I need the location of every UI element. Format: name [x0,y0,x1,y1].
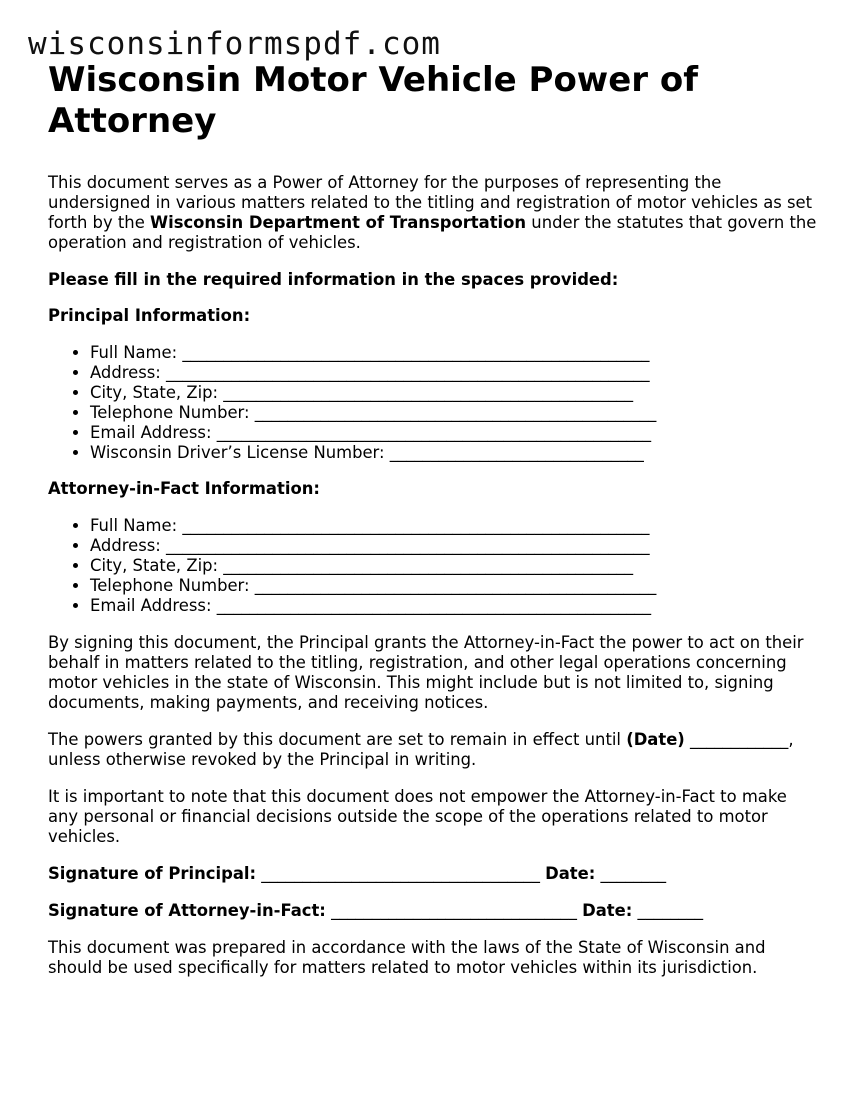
attorney-telephone-field[interactable]: • Telephone Number: _________________________________________________ [90,576,818,596]
attorney-date-label: Date: [582,901,633,920]
principal-address-field[interactable]: • Address: ___________________________________________________________ [90,363,818,383]
principal-heading: Principal Information: [48,306,251,325]
attorney-full-name-field[interactable]: • Full Name: _________________________________________________________ [90,516,818,536]
attorney-heading: Attorney-in-Fact Information: [48,479,320,498]
document-body [48,60,818,978]
principal-email-field[interactable]: • Email Address: _____________________________________________________ [90,423,818,443]
instruction-heading: Please fill in the required information in the spaces provided: [48,270,619,289]
intro-text-start: This document serves as a Power of Attorney for the purposes of representing the undersigned in various matters related to the titling and registration of motor vehicles as set forth by the [48,173,813,232]
watermark: wisconsinformspdf.com [28,26,441,62]
attorney-signature-label: Signature of Attorney-in-Fact: [48,901,326,920]
duration-paragraph [48,730,818,770]
attorney-email-field[interactable]: • Email Address: _____________________________________________________ [90,596,818,616]
principal-signature-row [48,864,818,884]
principal-date-line[interactable]: ________ [595,864,667,883]
principal-city-state-zip-field[interactable]: • City, State, Zip: __________________________________________________ [90,383,818,403]
attorney-date-line[interactable]: ________ [632,901,704,920]
page-title: Wisconsin Motor Vehicle Power of Attorney [48,60,699,141]
attorney-signature-row [48,901,818,921]
limitation-paragraph: It is important to note that this document does not empower the Attorney-in-Fact to make any personal or financial decisions outside the scope of the operations related to motor vehicles. [48,787,787,846]
grant-paragraph: By signing this document, the Principal grants the Attorney-in-Fact the power to act on their behalf in matters related to the titling, registration, and other legal operations concerning motor vehicles in the state of Wisconsin. This might include but is not limited to, signing documents, making payments, and receiving notices. [48,633,804,712]
attorney-address-field[interactable]: • Address: ___________________________________________________________ [90,536,818,556]
intro-text-end: under the statutes that govern the operation and registration of vehicles. [48,213,817,252]
principal-signature-line[interactable]: __________________________________ [256,864,546,883]
duration-text-start: The powers granted by this document are set to remain in effect until [48,730,627,749]
principal-field-list [48,343,818,463]
principal-license-field[interactable]: • Wisconsin Driver’s License Number: _______________________________ [90,443,818,463]
duration-text-end[interactable]: ____________, unless otherwise revoked by the Principal in writing. [48,730,794,769]
duration-date-label: (Date) [626,730,685,749]
intro-agency: Wisconsin Department of Transportation [150,213,527,232]
principal-telephone-field[interactable]: • Telephone Number: _________________________________________________ [90,403,818,423]
attorney-city-state-zip-field[interactable]: • City, State, Zip: __________________________________________________ [90,556,818,576]
principal-full-name-field[interactable]: • Full Name: _________________________________________________________ [90,343,818,363]
closing-paragraph: This document was prepared in accordance with the laws of the State of Wisconsin and should be used specifically for matters related to motor vehicles within its jurisdiction. [48,938,766,977]
intro-paragraph [48,173,818,253]
principal-signature-label: Signature of Principal: [48,864,257,883]
attorney-signature-line[interactable]: ______________________________ [325,901,583,920]
principal-date-label: Date: [545,864,596,883]
attorney-field-list [48,516,818,616]
